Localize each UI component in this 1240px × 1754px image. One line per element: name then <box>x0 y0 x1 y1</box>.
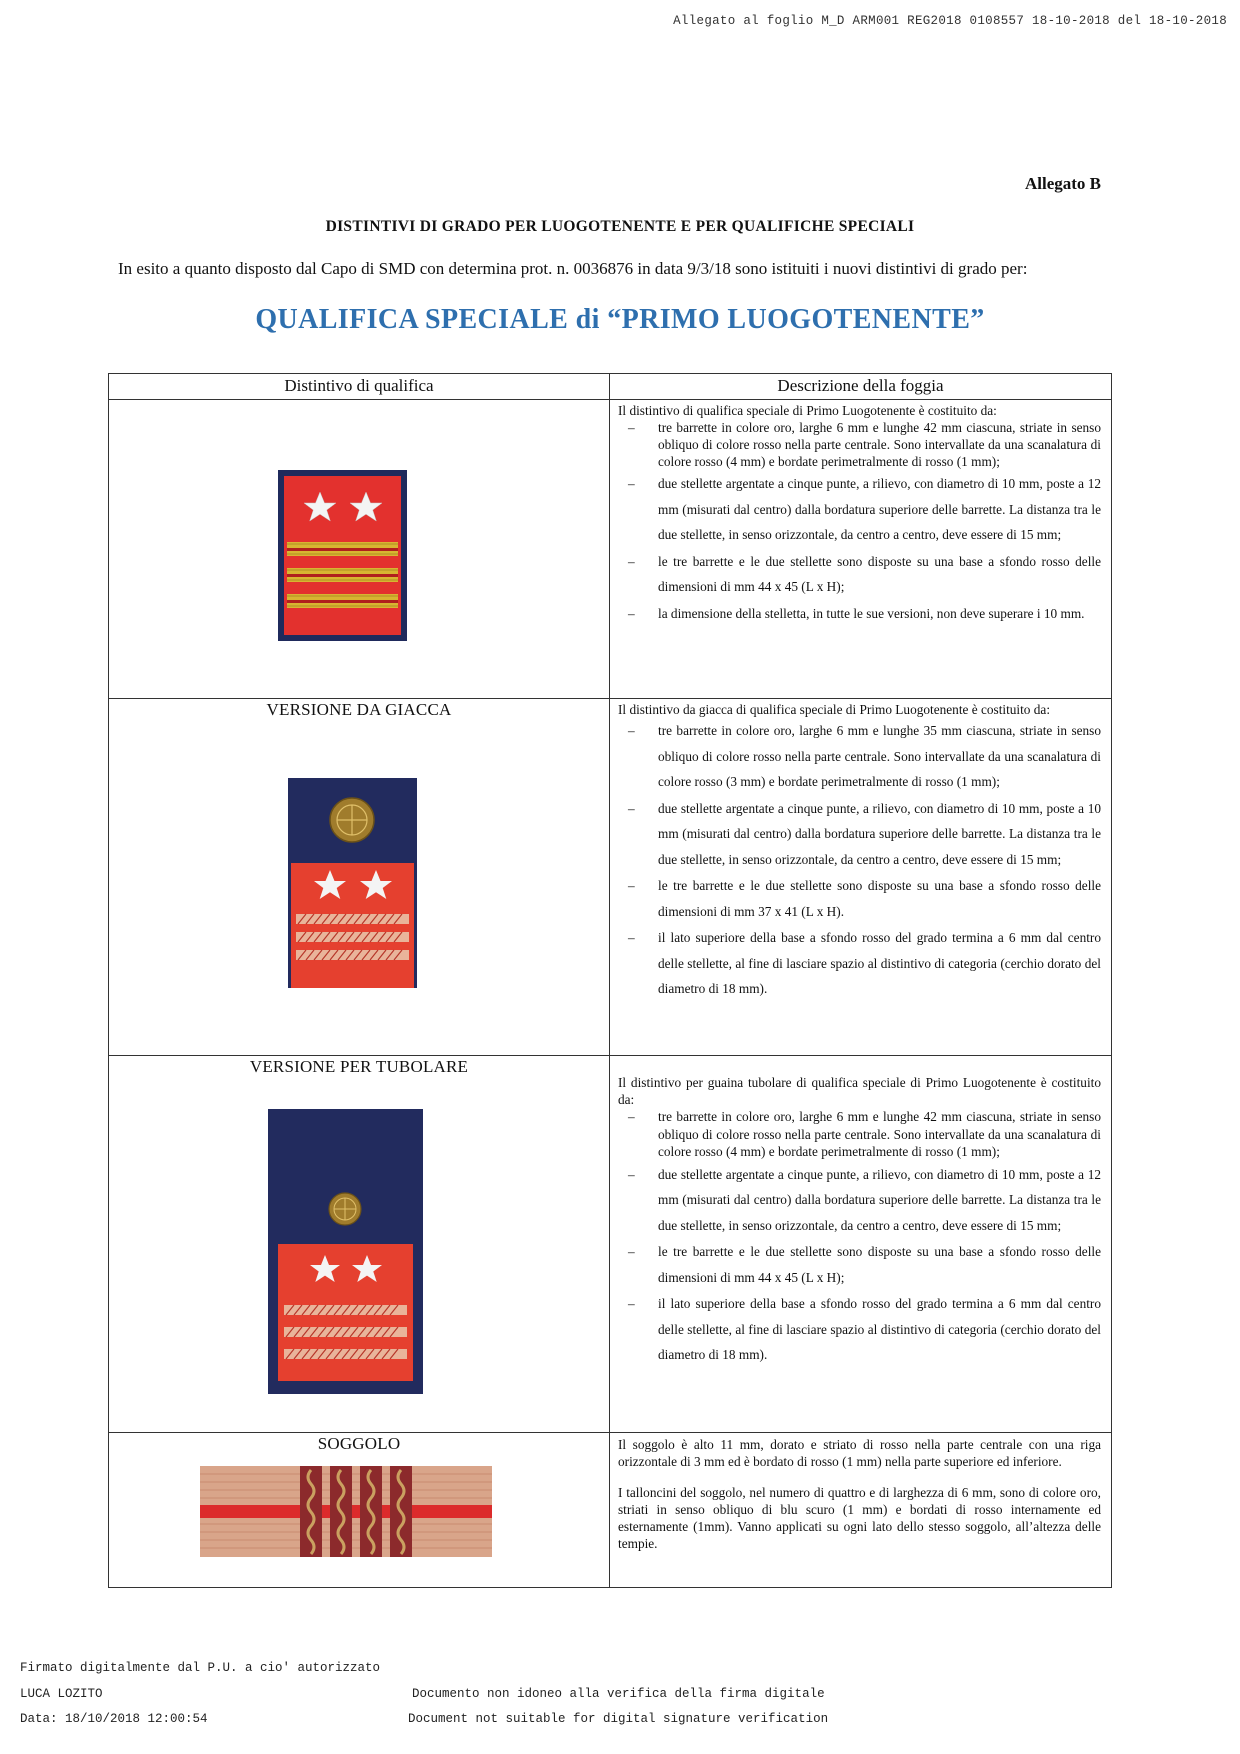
qualifica-heading: QUALIFICA SPECIALE di “PRIMO LUOGOTENENTE” <box>255 304 985 335</box>
list-item: – il lato superiore della base a sfondo rosso del grado termina a 6 mm dal centro delle stellette, al fine di lasciare spazio al distintivo di categoria (cerchio dorato del diametro di 18 mm). <box>658 925 1101 1002</box>
list-item: – tre barrette in colore oro, larghe 6 mm e lunghe 42 mm ciascuna, striate in senso obliquo di colore rosso nella parte centrale. Sono intervallate da una scanalatura di colore rosso (4 mm) e bordate perimetralmente di rosso (1 mm); <box>658 1108 1101 1161</box>
intro-paragraph: In esito a quanto disposto dal Capo di SMD con determina prot. n. 0036876 in data 9/3/18 sono istituiti i nuovi distintivi di grado per: <box>118 259 1028 278</box>
description-cell <box>610 699 1112 1056</box>
insignia-tubular-image <box>268 1109 423 1394</box>
description-list <box>618 419 1101 626</box>
list-item: – le tre barrette e le due stellette sono disposte su una base a sfondo rosso delle dimensioni di mm 44 x 45 (L x H); <box>658 1239 1101 1290</box>
description-paragraph: I talloncini del soggolo, nel numero di quattro e di larghezza di 6 mm, sono di colore oro, striati in senso obliquo di blu scuro (1 mm) e bordati di rosso internamente ed esternamente (1mm). Vanno applicati su ogni lato dello stesso soggolo, all’altezza delle tempie. <box>618 1485 1101 1551</box>
list-item: – due stellette argentate a cinque punte, a rilievo, con diametro di 10 mm, poste a 10 mm (misurati dal centro) dalla bordatura superiore delle barrette. La distanza tra le due stellette, in senso orizzontale, da centro a centro, deve essere di 15 mm; <box>658 796 1101 873</box>
table-row <box>109 400 1112 699</box>
document-title: DISTINTIVI DI GRADO PER LUOGOTENENTE E PER QUALIFICHE SPECIALI <box>325 218 915 235</box>
list-item: – il lato superiore della base a sfondo rosso del grado termina a 6 mm dal centro delle stellette, al fine di lasciare spazio al distintivo di categoria (cerchio dorato del diametro di 18 mm). <box>658 1291 1101 1368</box>
version-title: SOGGOLO <box>317 1434 401 1453</box>
table-row <box>109 1433 1112 1588</box>
description-cell <box>610 1056 1112 1433</box>
description-lead: Il distintivo per guaina tubolare di qualifica speciale di Primo Luogotenente è costituito da: <box>618 1075 1101 1107</box>
col-header-distintivo: Distintivo di qualifica <box>109 374 610 400</box>
allegato-label: Allegato B <box>1024 174 1101 193</box>
list-item: – la dimensione della stelletta, in tutte le sue versioni, non deve superare i 10 mm. <box>658 601 1101 627</box>
description-list <box>618 718 1101 1002</box>
description-cell <box>610 400 1112 699</box>
protocol-stamp: Allegato al foglio M_D ARM001 REG2018 0108557 18-10-2018 del 18-10-2018 <box>673 14 1227 28</box>
insignia-jacket-image <box>288 778 417 988</box>
signer-name: LUCA LOZITO <box>20 1687 103 1701</box>
table-row <box>109 699 1112 1056</box>
description-list <box>618 1108 1101 1368</box>
version-title: VERSIONE PER TUBOLARE <box>249 1057 469 1076</box>
insignia-cell <box>109 699 610 1056</box>
version-title: VERSIONE DA GIACCA <box>266 700 452 719</box>
list-item: – due stellette argentate a cinque punte, a rilievo, con diametro di 10 mm, poste a 12 mm (misurati dal centro) dalla bordatura superiore delle barrette. La distanza tra le due stellette, in senso orizzontale, da centro a centro, deve essere di 15 mm; <box>658 1162 1101 1239</box>
table-header-row <box>109 374 1112 400</box>
insignia-cell <box>109 1056 610 1433</box>
insignia-cell <box>109 400 610 699</box>
list-item: – tre barrette in colore oro, larghe 6 mm e lunghe 35 mm ciascuna, striate in senso obliquo di colore rosso nella parte centrale. Sono intervallate da una scanalatura di colore rosso (3 mm) e bordate perimetralmente di rosso (1 mm); <box>658 718 1101 795</box>
notice-english: Document not suitable for digital signature verification <box>408 1712 829 1726</box>
description-paragraph: Il soggolo è alto 11 mm, dorato e striato di rosso nella parte centrale con una riga orizzontale di 3 mm ed è bordato di rosso (1 mm) nella parte superiore ed inferiore. <box>618 1437 1101 1469</box>
list-item: – le tre barrette e le due stellette sono disposte su una base a sfondo rosso delle dimensioni di mm 44 x 45 (L x H); <box>658 549 1101 600</box>
notice-italian: Documento non idoneo alla verifica della firma digitale <box>412 1687 825 1701</box>
signature-date: Data: 18/10/2018 12:00:54 <box>20 1712 208 1726</box>
list-item: – le tre barrette e le due stellette sono disposte su una base a sfondo rosso delle dimensioni di mm 37 x 41 (L x H). <box>658 873 1101 924</box>
col-header-descrizione: Descrizione della foggia <box>610 374 1112 400</box>
description-lead: Il distintivo da giacca di qualifica speciale di Primo Luogotenente è costituito da: <box>618 702 1051 717</box>
soggolo-image <box>200 1466 492 1557</box>
description-lead: Il distintivo di qualifica speciale di Primo Luogotenente è costituito da: <box>618 403 997 418</box>
insignia-cell <box>109 1433 610 1588</box>
signature-line: Firmato digitalmente dal P.U. a cio' autorizzato <box>20 1661 381 1675</box>
list-item: – due stellette argentate a cinque punte, a rilievo, con diametro di 10 mm, poste a 12 mm (misurati dal centro) dalla bordatura superiore delle barrette. La distanza tra le due stellette, in senso orizzontale, da centro a centro, deve essere di 15 mm; <box>658 471 1101 548</box>
list-item: – tre barrette in colore oro, larghe 6 mm e lunghe 42 mm ciascuna, striate in senso obliquo di colore rosso nella parte centrale. Sono intervallate da una scanalatura di colore rosso (4 mm) e bordate perimetralmente di rosso (1 mm); <box>658 419 1101 470</box>
table-row <box>109 1056 1112 1433</box>
description-cell <box>610 1433 1112 1588</box>
insignia-table <box>108 373 1112 1588</box>
insignia-base-image <box>278 470 407 641</box>
